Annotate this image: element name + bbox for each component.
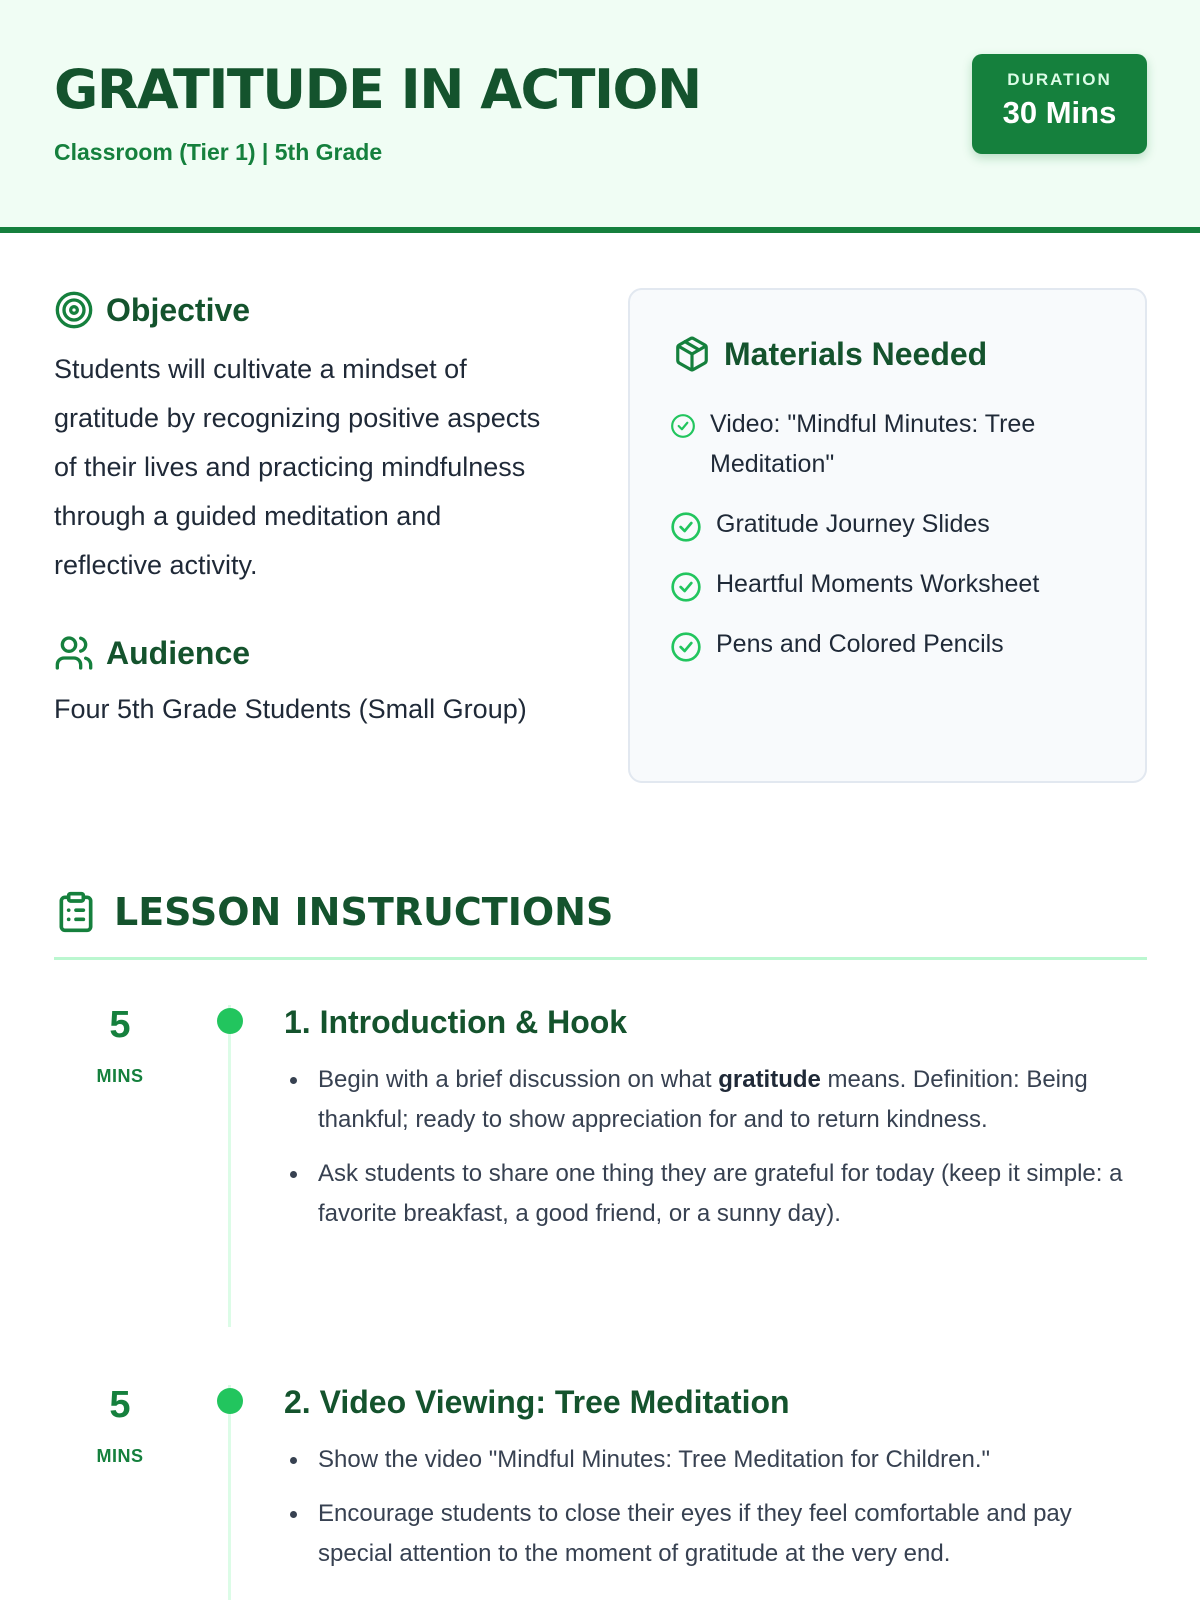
step-title: 1. Introduction & Hook — [284, 1004, 628, 1040]
materials-item-label: Video: "Mindful Minutes: Tree Meditation" — [710, 410, 1036, 478]
clipboard-list-icon — [54, 888, 98, 936]
header — [0, 0, 1200, 233]
step-minutes-label: MINS — [96, 1446, 144, 1466]
materials-item — [670, 404, 1110, 484]
lesson-divider — [54, 957, 1147, 960]
timeline-dot — [217, 1008, 243, 1034]
materials-item — [670, 564, 1130, 615]
users-icon — [54, 633, 94, 673]
timeline-line — [228, 1005, 231, 1327]
check-circle-icon — [670, 571, 702, 615]
step-minutes-label: MINS — [96, 1066, 144, 1086]
step-minutes: 5 — [109, 1384, 131, 1426]
list-item: Ask students to share one thing they are grateful for today (keep it simple: a favorite breakfast, a good friend, or a sunny day). — [286, 1154, 1141, 1234]
page-title: GRATITUDE IN ACTION — [54, 58, 701, 121]
list-item: Encourage students to close their eyes if they feel comfortable and pay special attention to the moment of gratitude at the very end. — [286, 1494, 1141, 1574]
step-bullets — [286, 1440, 1141, 1588]
timeline-line — [228, 1385, 231, 1600]
check-circle-icon — [670, 631, 702, 675]
objective-heading — [54, 290, 250, 330]
audience-heading — [54, 633, 250, 673]
materials-item-label: Gratitude Journey Slides — [716, 510, 990, 538]
materials-card — [628, 288, 1147, 783]
lesson-heading — [54, 888, 613, 936]
step-bullets — [286, 1060, 1141, 1248]
materials-item — [670, 624, 1130, 675]
check-circle-icon — [670, 411, 696, 451]
materials-item — [670, 504, 1130, 555]
objective-text: Students will cultivate a mindset of gratitude by recognizing positive aspects of their lives and practicing mindfulness through a guided meditation and reflective activity. — [54, 354, 541, 580]
materials-item-label: Pens and Colored Pencils — [716, 630, 1004, 658]
objective-title: Objective — [106, 291, 251, 328]
timeline-dot — [217, 1388, 243, 1414]
materials-heading — [672, 334, 987, 374]
audience-text: Four 5th Grade Students (Small Group) — [54, 694, 527, 724]
duration-value: 30 Mins — [1002, 95, 1117, 130]
lesson-title: LESSON INSTRUCTIONS — [114, 890, 614, 934]
materials-item-label: Heartful Moments Worksheet — [716, 570, 1040, 598]
target-icon — [54, 290, 94, 330]
page-subtitle: Classroom (Tier 1) | 5th Grade — [54, 139, 383, 165]
emphasis-text: gratitude — [718, 1066, 821, 1093]
check-circle-icon — [670, 511, 702, 555]
audience-title: Audience — [106, 634, 251, 671]
materials-title: Materials Needed — [724, 335, 988, 372]
step-minutes: 5 — [109, 1004, 131, 1046]
list-item: Begin with a brief discussion on what gratitude means. Definition: Being thankful; ready to show appreciation for and to return kindness. — [286, 1060, 1141, 1140]
duration-label: DURATION — [1007, 70, 1112, 89]
duration-badge — [972, 54, 1147, 154]
package-icon — [672, 334, 712, 374]
list-item: Show the video "Mindful Minutes: Tree Meditation for Children." — [286, 1440, 1141, 1480]
step-title: 2. Video Viewing: Tree Meditation — [284, 1384, 790, 1420]
